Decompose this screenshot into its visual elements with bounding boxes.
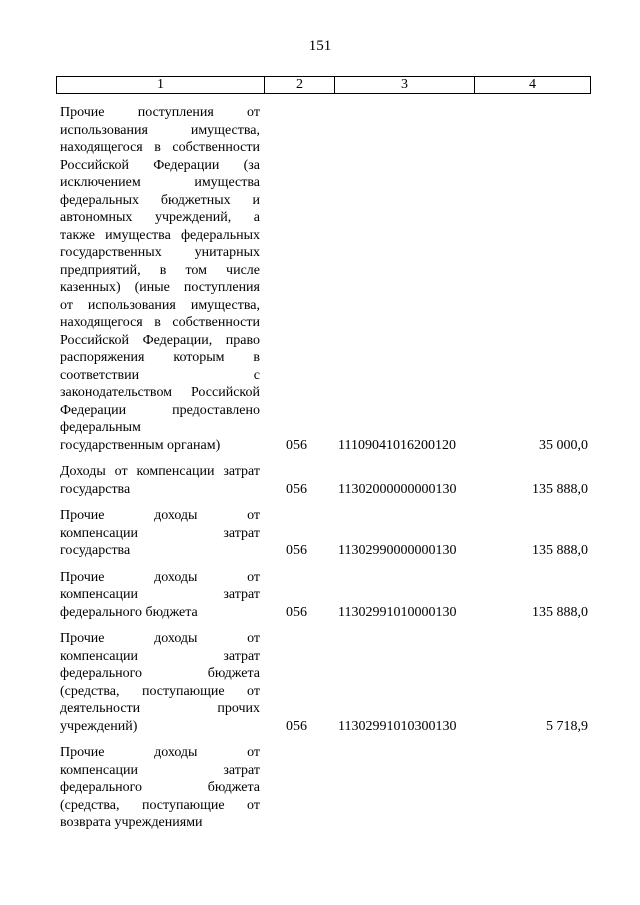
row-description (60, 569, 260, 622)
description-line: компенсации затрат (60, 525, 260, 541)
description-line: распоряжения которым в (60, 350, 260, 365)
table-row (0, 507, 640, 560)
row-description (60, 104, 260, 454)
description-line: компенсации затрат (60, 587, 260, 602)
column-header-3: 3 (335, 77, 475, 94)
description-line: Российской Федерации, право (60, 332, 260, 348)
description-line: предприятий, в том числе (60, 262, 260, 278)
budget-classification-code: 11109041016200120 (338, 437, 456, 453)
budget-classification-code: 11302000000000130 (338, 481, 457, 497)
description-line: использования имущества, (60, 122, 260, 138)
amount: 135 888,0 (532, 604, 588, 620)
budget-classification-code: 11302990000000130 (338, 543, 457, 558)
description-line: федерального бюджета (60, 604, 198, 620)
description-line: исключением имущества (60, 175, 260, 190)
page-number: 151 (308, 38, 332, 54)
description-line: также имущества федеральных (60, 227, 260, 243)
table-header (56, 76, 591, 94)
description-line: компенсации затрат (60, 762, 260, 778)
description-line: деятельности прочих (60, 701, 260, 716)
description-line: государства (60, 481, 131, 497)
row-description (60, 507, 260, 560)
table-row (0, 463, 640, 498)
description-line: Российской Федерации (за (60, 157, 260, 173)
admin-code: 056 (286, 481, 307, 497)
admin-code: 056 (286, 437, 307, 453)
description-line: федерального бюджета (60, 780, 260, 795)
description-line: соответствии с (60, 367, 260, 383)
row-description (60, 744, 260, 832)
description-line: законодательством Российской (60, 385, 260, 400)
amount: 5 718,9 (546, 718, 588, 734)
description-line: автономных учреждений, а (60, 210, 260, 225)
budget-classification-code: 11302991010300130 (338, 718, 457, 734)
amount: 35 000,0 (539, 437, 588, 453)
description-line: государственным органам) (60, 437, 221, 453)
description-line: федеральных бюджетных и (60, 192, 260, 208)
description-line: Прочие поступления от (60, 105, 260, 120)
table-row (0, 104, 640, 454)
column-header-1: 1 (57, 77, 265, 94)
description-line: возврата учреждениями (60, 815, 203, 830)
table-row (0, 569, 640, 622)
description-line: (средства, поступающие от (60, 683, 260, 699)
description-line: государства (60, 543, 131, 558)
description-line: Прочие доходы от (60, 631, 260, 646)
description-line: от использования имущества, (60, 297, 260, 313)
description-line: федеральным (60, 420, 141, 435)
row-description (60, 463, 260, 498)
description-line: Прочие доходы от (60, 745, 260, 760)
description-line: Прочие доходы от (60, 508, 260, 523)
description-line: Прочие доходы от (60, 569, 260, 585)
row-description (60, 630, 260, 735)
description-line: находящегося в собственности (60, 140, 260, 155)
description-line: находящегося в собственности (60, 315, 260, 330)
description-line: Доходы от компенсации затрат (60, 464, 260, 479)
description-line: учреждений) (60, 718, 138, 734)
description-line: федерального бюджета (60, 666, 260, 681)
column-header-2: 2 (265, 77, 335, 94)
amount: 135 888,0 (532, 481, 588, 497)
description-line: компенсации затрат (60, 648, 260, 664)
admin-code: 056 (286, 604, 307, 620)
table-row (0, 630, 640, 735)
description-line: (средства, поступающие от (60, 797, 260, 813)
admin-code: 056 (286, 718, 307, 734)
admin-code: 056 (286, 543, 307, 558)
budget-classification-code: 11302991010000130 (338, 604, 457, 620)
description-line: казенных) (иные поступления (60, 280, 260, 295)
description-line: Федерации предоставлено (60, 402, 260, 418)
description-line: государственных унитарных (60, 245, 260, 260)
column-header-4: 4 (475, 77, 591, 94)
table-body (0, 104, 640, 841)
table-row (0, 744, 640, 832)
amount: 135 888,0 (532, 543, 588, 558)
